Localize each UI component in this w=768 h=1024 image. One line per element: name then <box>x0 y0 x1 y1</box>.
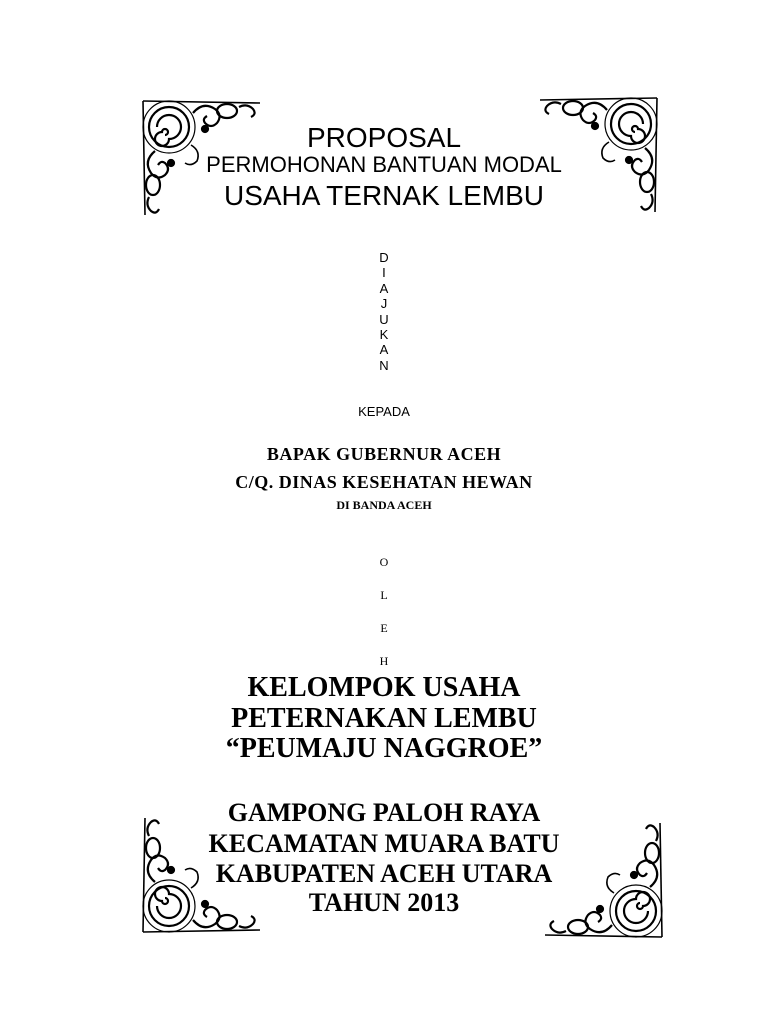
by-vertical-text <box>380 546 389 678</box>
vertical-letter: L <box>380 588 388 602</box>
document-subject: USAHA TERNAK LEMBU <box>223 180 545 211</box>
group-name: “PEUMAJU NAGGROE” <box>225 733 543 764</box>
location-district: KECAMATAN MUARA BATU <box>208 829 560 858</box>
vertical-letter: A <box>379 342 389 358</box>
vertical-letter: E <box>380 621 388 635</box>
document-subtitle: PERMOHONAN BANTUAN MODAL <box>206 152 562 177</box>
vertical-letter: J <box>380 296 388 312</box>
vertical-letter: A <box>379 280 389 296</box>
group-line-1: KELOMPOK USAHA <box>247 672 521 703</box>
submitted-vertical-text <box>379 250 388 373</box>
recipient-line-2: C/Q. DINAS KESEHATAN HEWAN <box>235 472 533 492</box>
vertical-letter: H <box>379 654 389 668</box>
vertical-letter: K <box>379 327 389 343</box>
location-year: TAHUN 2013 <box>308 888 460 917</box>
vertical-letter: I <box>382 265 386 281</box>
recipient-line-3: DI BANDA ACEH <box>336 498 432 512</box>
vertical-letter: U <box>379 311 389 327</box>
recipient-line-1: BAPAK GUBERNUR ACEH <box>266 444 502 464</box>
group-line-2: PETERNAKAN LEMBU <box>231 703 537 734</box>
document-title: PROPOSAL <box>306 122 462 153</box>
location-village: GAMPONG PALOH RAYA <box>227 798 541 827</box>
vertical-letter: D <box>379 250 389 265</box>
recipient-label: KEPADA <box>358 404 410 419</box>
vertical-letter: N <box>379 357 389 373</box>
vertical-letter: O <box>379 555 389 569</box>
location-regency: KABUPATEN ACEH UTARA <box>215 859 553 888</box>
